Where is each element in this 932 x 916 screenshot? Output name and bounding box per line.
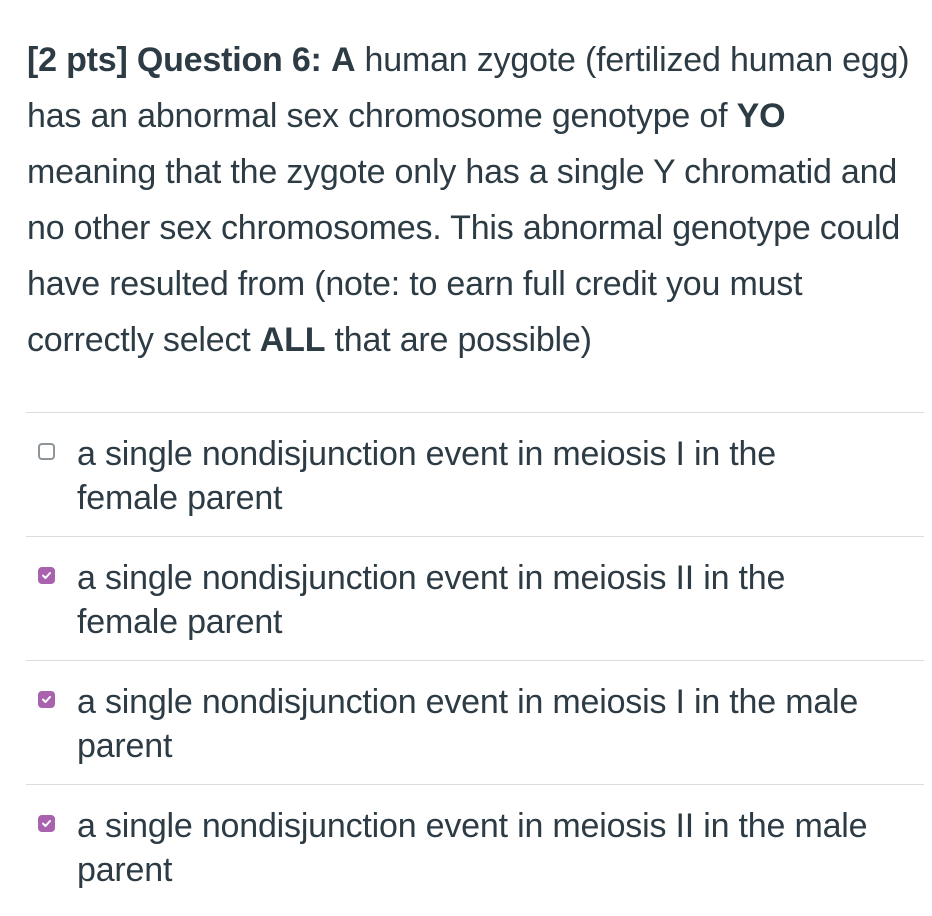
checkbox-option-2[interactable] — [38, 567, 55, 584]
checkbox-option-1[interactable] — [38, 443, 55, 460]
question-label: Question 6: — [136, 41, 322, 79]
question-text-3: that are possible) — [334, 321, 592, 359]
checkmark-icon — [41, 694, 52, 705]
question-text-2: meaning that the zygote only has a single Y chromatid and no other sex chromosomes. This abnormal genotype could have resulted from (note: to earn full credit you must correctly select — [27, 153, 901, 359]
answer-list — [26, 412, 924, 908]
answer-option-1[interactable] — [26, 412, 924, 536]
checkmark-icon — [41, 570, 52, 581]
question-emphasis: ALL — [259, 321, 326, 359]
answer-text-2: a single nondisjunction event in meiosis II in the female parent — [77, 559, 786, 641]
answer-text-1: a single nondisjunction event in meiosis I in the female parent — [77, 435, 776, 517]
question-lead: A — [330, 41, 356, 79]
checkbox-option-4[interactable] — [38, 815, 55, 832]
checkmark-icon — [41, 818, 52, 829]
question-text-1: human zygote (fertilized human egg) has an abnormal sex chromosome genotype of — [27, 41, 910, 135]
answer-option-2[interactable] — [26, 536, 924, 660]
checkbox-option-3[interactable] — [38, 691, 55, 708]
answer-option-4[interactable] — [26, 784, 924, 908]
question-points: [2 pts] — [27, 41, 128, 79]
answer-text-4: a single nondisjunction event in meiosis II in the male parent — [77, 807, 868, 889]
answer-option-3[interactable] — [26, 660, 924, 784]
answer-text-3: a single nondisjunction event in meiosis I in the male parent — [77, 683, 859, 765]
question-genotype: YO — [736, 97, 786, 135]
question-prompt — [27, 32, 917, 368]
